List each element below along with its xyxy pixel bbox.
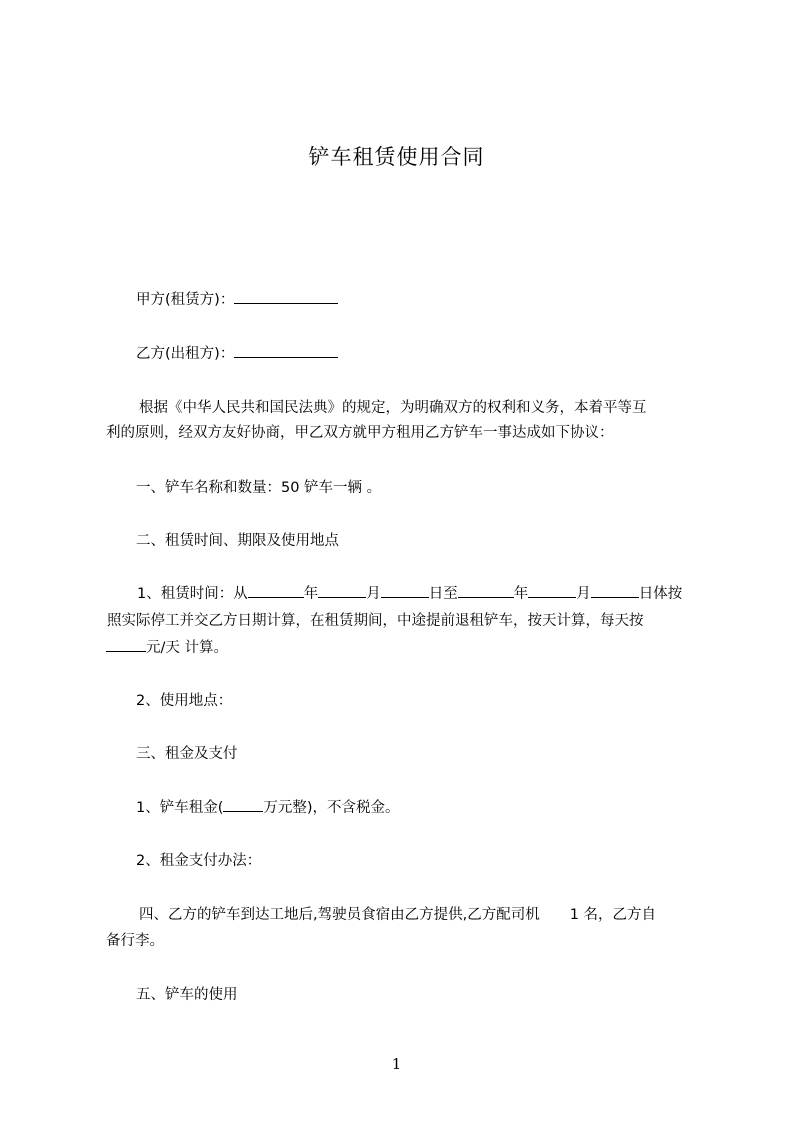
daily-rate-blank (106, 636, 146, 652)
clause-4-line-2: 备行李。 (106, 933, 164, 949)
party-a-label: 甲方(租赁方)： (136, 292, 235, 308)
rent-time-line-3 (106, 636, 228, 660)
party-b-label: 乙方(出租方)： (136, 346, 235, 362)
rent-amount-blank (223, 796, 263, 812)
clause-4-text-b: 1 名，乙方自 (569, 907, 657, 923)
end-year-blank (458, 582, 514, 598)
party-b-line (136, 342, 338, 366)
clause-5-heading: 五、铲车的使用 (136, 987, 238, 1003)
party-a-blank (234, 288, 338, 304)
clause-2-heading: 二、租赁时间、期限及使用地点 (136, 533, 339, 549)
start-month-label: 月 (366, 586, 381, 602)
document-title: 铲车租赁使用合同 (308, 145, 485, 169)
day-to-label: 日至 (428, 586, 458, 602)
start-month-blank (318, 582, 366, 598)
usage-location: 2、使用地点： (136, 693, 233, 709)
payment-method: 2、租金支付办法： (136, 853, 262, 869)
rent-amount-line (136, 796, 400, 820)
intro-line-1: 根据《中华人民共和国民法典》的规定，为明确双方的权利和义务，本着平等互 (139, 400, 647, 416)
clause-1: 一、铲车名称和数量：50 铲车一辆 。 (136, 480, 382, 496)
rent-time-line-2: 照实际停工并交乙方日期计算，在租赁期间，中途提前退租铲车，按天计算，每天按 (107, 613, 644, 629)
party-a-line (136, 288, 338, 312)
party-b-blank (234, 342, 338, 358)
start-day-blank (381, 582, 429, 598)
end-year-label: 年 (513, 586, 529, 602)
rent-amount-prefix: 1、铲车租金( (136, 800, 224, 816)
end-month-blank (528, 582, 576, 598)
clause-3-heading: 三、租金及支付 (136, 746, 238, 762)
day-end-label: 日体按 (638, 586, 683, 602)
clause-4-text-a: 四、乙方的铲车到达工地后,驾驶员食宿由乙方提供,乙方配司机 (139, 907, 540, 923)
start-year-label: 年 (303, 586, 319, 602)
rent-time-line-1 (137, 582, 682, 606)
page-number: 1 (391, 1055, 402, 1073)
rent-time-prefix: 1、租赁时间：从 (137, 586, 248, 602)
daily-rate-unit: 元/天 计算。 (146, 640, 228, 656)
clause-4-line-1 (139, 903, 656, 927)
start-year-blank (248, 582, 304, 598)
rent-amount-suffix: 万元整)，不含税金。 (263, 800, 400, 816)
end-month-label: 月 (576, 586, 591, 602)
end-day-blank (591, 582, 639, 598)
intro-line-2: 利的原则，经双方友好协商，甲乙双方就甲方租用乙方铲车一事达成如下协议： (106, 425, 614, 441)
